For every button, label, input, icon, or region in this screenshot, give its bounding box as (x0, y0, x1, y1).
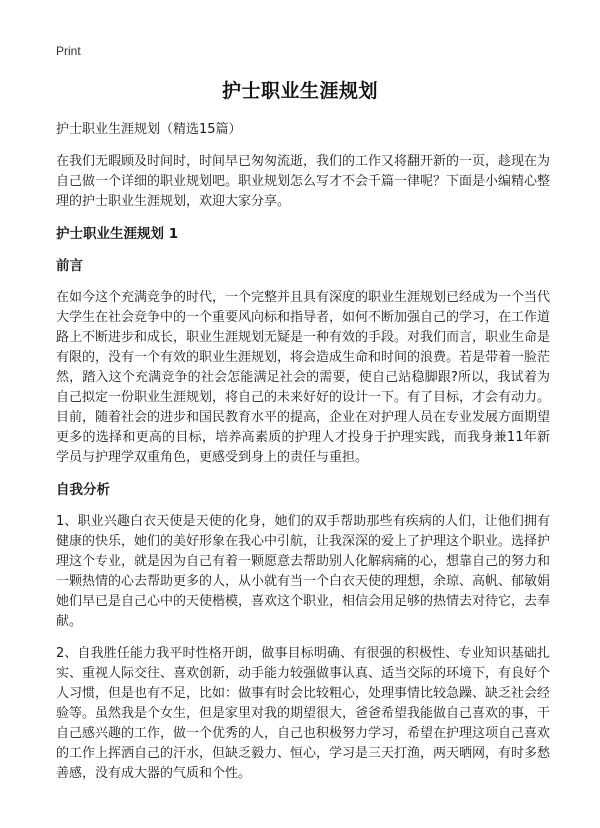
intro-paragraph: 在我们无暇顾及时间时，时间早已匆匆流逝，我们的工作又将翻开新的一页，趁现在为自己做一个详细的职业规划吧。职业规划怎么写才不会千篇一律呢？下面是小编精心整理的护士职业生涯规划，欢迎大家分享。 (56, 154, 551, 209)
document-body (56, 120, 550, 796)
print-label: Print (56, 44, 81, 58)
preface-paragraph: 在如今这个充满竞争的时代，一个完整并且具有深度的职业生涯规划已经成为一个当代大学生在社会竞争中的一个重要风向标和指导者，如何不断加强自己的学习，在工作道路上不断进步和成长，职业生涯规划无疑是一种有效的手段。对我们而言，职业生命是有限的，没有一个有效的职业生涯规划，将会造成生命和时间的浪费。若是带着一脸茫然，踏入这个充满竞争的社会怎能满足社会的需要，使自己站稳脚跟?所以，我试着为自己拟定一份职业生涯规划，将自己的未来好好的设计一下。有了目标，才会有动力。目前，随着社会的进步和国民教育水平的提高，企业在对护理人员在专业发展方面期望更多的选择和更高的目标，培养高素质的护理人才投身于护理实践，而我身兼11年新学员与护理学双重角色，更感受到身上的责任与重担。 (56, 290, 551, 465)
document-subtitle: 护士职业生涯规划（精选15篇） (56, 122, 242, 137)
page-title: 护士职业生涯规划 (221, 80, 378, 102)
self-analysis-heading: 自我分析 (56, 482, 110, 498)
self-competence-paragraph: 2、自我胜任能力我平时性格开朗，做事目标明确、有很强的积极性、专业知识基础扎实、重视人际交往、喜欢创新，动手能力较强做事认真、适当交际的环境下，有良好个人习惯，但是也有不足，比如：做事有时会比较粗心，处理事情比较急躁、缺乏社会经验等。虽然我是个女生，但是家里对我的期望很大，爸爸希望我能做自己喜欢的事，干自己感兴趣的工作，做一个优秀的人，自己也积极努力学习，希望在护理这项自己喜欢的工作上挥洒自己的汗水，但缺乏毅力、恒心，学习是三天打渔，两天晒网，有时多愁善感，没有成大器的气质和个性。 (56, 646, 551, 781)
preface-heading: 前言 (56, 258, 83, 274)
career-interest-paragraph: 1、职业兴趣白衣天使是天使的化身，她们的双手帮助那些有疾病的人们，让他们拥有健康的快乐，她们的美好形象在我心中引航，让我深深的爱上了护理这个职业。选择护理这个专业，就是因为自己有着一颗愿意去帮助别人化解病痛的心，想靠自己的努力和一颗热情的心去帮助更多的人，从小就有当一个白衣天使的理想，余琼、高帆、郁敏娟她们早已是自己心中的天使楷模，喜欢这个职业，相信会用足够的热情去对待它，去奉献。 (56, 514, 551, 629)
section-title: 护士职业生涯规划 1 (56, 226, 179, 242)
